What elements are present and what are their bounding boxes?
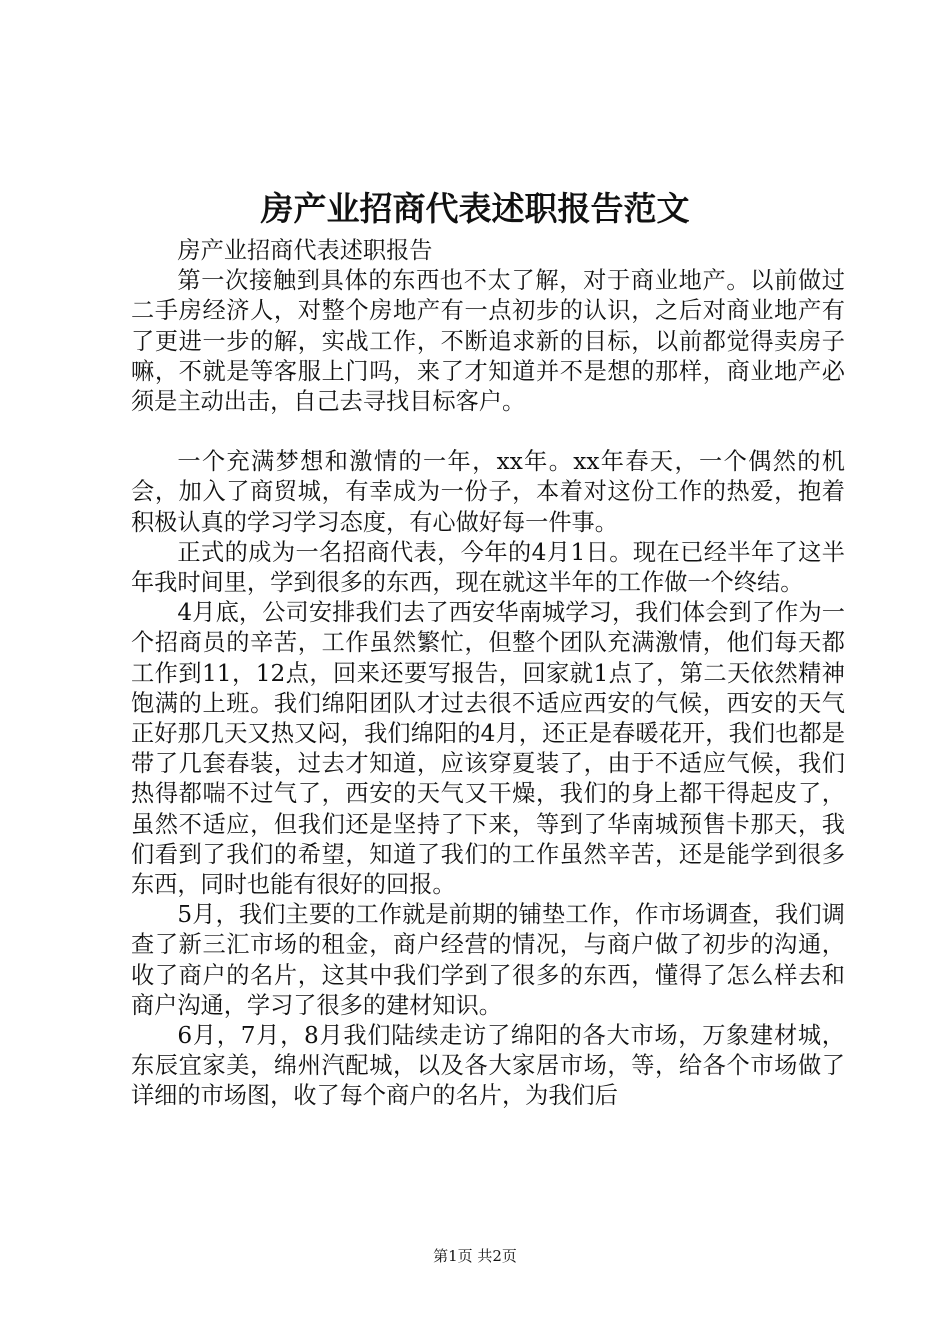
paragraph-summer: 6月，7月，8月我们陆续走访了绵阳的各大市场，万象建材城，东辰宜家美，绵州汽配城，以及各大家居市场，等，给各个市场做了详细的市场图，收了每个商户的名片，为我们后 [131, 1022, 845, 1110]
paragraph-formal: 正式的成为一名招商代表，今年的4月1日。现在已经半年了这半年我时间里，学到很多的东西，现在就这半年的工作做一个终结。 [131, 538, 845, 597]
document-body [131, 236, 845, 1112]
paragraph-year: 一个充满梦想和激情的一年，xx年。xx年春天，一个偶然的机会，加入了商贸城，有幸成为一份子，本着对这份工作的热爱，抱着积极认真的学习学习态度，有心做好每一件事。 [131, 448, 845, 536]
paragraph-april: 4月底，公司安排我们去了西安华南城学习，我们体会到了作为一个招商员的辛苦，工作虽然繁忙，但整个团队充满激情，他们每天都工作到11，12点，回来还要写报告，回家就1点了，第二天依然精神饱满的上班。我们绵阳团队才过去很不适应西安的气候，西安的天气正好那几天又热又闷，我们绵阳的4月，还正是春暖花开，我们也都是带了几套春装，过去才知道，应该穿夏装了，由于不适应气候，我们热得都喘不过气了，西安的天气又干燥，我们的身上都干得起皮了，虽然不适应，但我们还是坚持了下来，等到了华南城预售卡那天，我们看到了我们的希望，知道了我们的工作虽然辛苦，还是能学到很多东西，同时也能有很好的回报。 [131, 599, 845, 899]
report-subtitle: 房产业招商代表述职报告 [177, 237, 433, 264]
paragraph-may: 5月，我们主要的工作就是前期的铺垫工作，作市场调查，我们调查了新三汇市场的租金，商户经营的情况，与商户做了初步的沟通，收了商户的名片，这其中我们学到了很多的东西，懂得了怎么样去和商户沟通，学习了很多的建材知识。 [131, 901, 845, 1019]
paragraph-intro: 第一次接触到具体的东西也不太了解，对于商业地产。以前做过二手房经济人，对整个房地产有一点初步的认识，之后对商业地产有了更进一步的解，实战工作，不断追求新的目标，以前都觉得卖房子嘛，不就是等客服上门吗，来了才知道并不是想的那样，商业地产必须是主动出击，自己去寻找目标客户。 [131, 267, 845, 416]
page-number-footer: 第1页 共2页 [433, 1247, 517, 1265]
document-title: 房产业招商代表述职报告范文 [260, 189, 690, 228]
